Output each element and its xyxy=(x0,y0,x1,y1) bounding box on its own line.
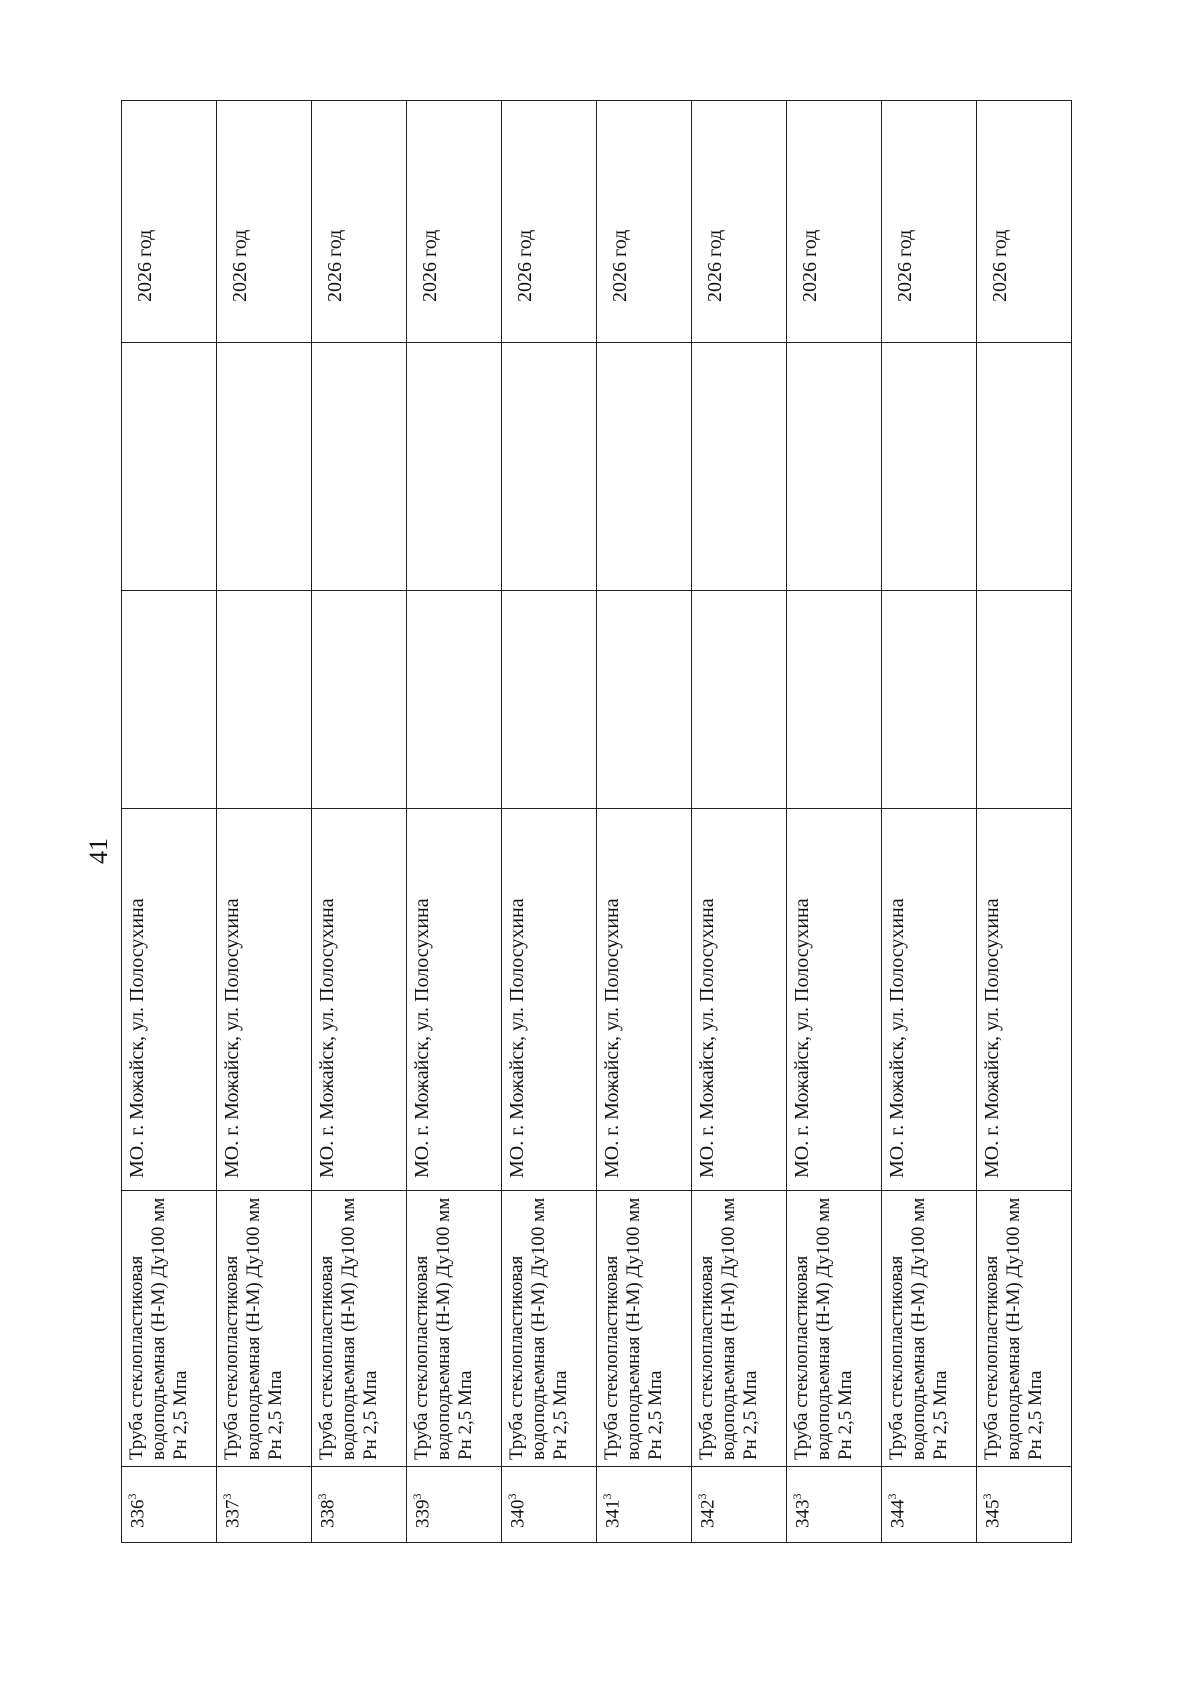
item-year: 2026 год xyxy=(692,101,787,343)
item-year: 2026 год xyxy=(882,101,977,343)
item-name: Труба стеклопластиковая водоподъемная (Н-М) Ду100 мм Рн 2,5 Мпа xyxy=(122,1191,217,1467)
empty-cell xyxy=(122,591,217,809)
empty-cell xyxy=(787,591,882,809)
empty-cell xyxy=(312,343,407,591)
empty-cell xyxy=(407,343,502,591)
table-row xyxy=(977,101,1072,1543)
row-number: $340^3$ xyxy=(502,1467,597,1543)
row-number: $336^3$ xyxy=(122,1467,217,1543)
empty-cell xyxy=(217,591,312,809)
empty-cell xyxy=(217,343,312,591)
row-number: $339^3$ xyxy=(407,1467,502,1543)
row-number: $342^3$ xyxy=(692,1467,787,1543)
item-name: Труба стеклопластиковая водоподъемная (Н-М) Ду100 мм Рн 2,5 Мпа xyxy=(407,1191,502,1467)
empty-cell xyxy=(597,591,692,809)
item-address: МО. г. Можайск, ул. Полосухина xyxy=(787,809,882,1191)
row-number: $345^3$ xyxy=(977,1467,1072,1543)
item-address: МО. г. Можайск, ул. Полосухина xyxy=(882,809,977,1191)
item-address: МО. г. Можайск, ул. Полосухина xyxy=(502,809,597,1191)
item-name: Труба стеклопластиковая водоподъемная (Н-М) Ду100 мм Рн 2,5 Мпа xyxy=(692,1191,787,1467)
item-address: МО. г. Можайск, ул. Полосухина xyxy=(977,809,1072,1191)
item-name: Труба стеклопластиковая водоподъемная (Н-М) Ду100 мм Рн 2,5 Мпа xyxy=(977,1191,1072,1467)
item-year: 2026 год xyxy=(122,101,217,343)
row-number: $344^3$ xyxy=(882,1467,977,1543)
empty-cell xyxy=(692,343,787,591)
row-number: $337^3$ xyxy=(217,1467,312,1543)
empty-cell xyxy=(977,591,1072,809)
item-name: Труба стеклопластиковая водоподъемная (Н-М) Ду100 мм Рн 2,5 Мпа xyxy=(882,1191,977,1467)
item-year: 2026 год xyxy=(977,101,1072,343)
empty-cell xyxy=(502,591,597,809)
empty-cell xyxy=(882,591,977,809)
item-year: 2026 год xyxy=(597,101,692,343)
row-number: $343^3$ xyxy=(787,1467,882,1543)
item-address: МО. г. Можайск, ул. Полосухина xyxy=(692,809,787,1191)
item-name: Труба стеклопластиковая водоподъемная (Н-М) Ду100 мм Рн 2,5 Мпа xyxy=(502,1191,597,1467)
empty-cell xyxy=(977,343,1072,591)
item-address: МО. г. Можайск, ул. Полосухина xyxy=(217,809,312,1191)
item-address: МО. г. Можайск, ул. Полосухина xyxy=(407,809,502,1191)
empty-cell xyxy=(502,343,597,591)
item-year: 2026 год xyxy=(217,101,312,343)
empty-cell xyxy=(312,591,407,809)
page-number: 41 xyxy=(84,838,113,864)
item-name: Труба стеклопластиковая водоподъемная (Н-М) Ду100 мм Рн 2,5 Мпа xyxy=(597,1191,692,1467)
empty-cell xyxy=(407,591,502,809)
table-row xyxy=(692,101,787,1543)
item-address: МО. г. Можайск, ул. Полосухина xyxy=(122,809,217,1191)
empty-cell xyxy=(597,343,692,591)
item-year: 2026 год xyxy=(407,101,502,343)
table-body xyxy=(122,101,1072,1543)
row-number: $338^3$ xyxy=(312,1467,407,1543)
empty-cell xyxy=(882,343,977,591)
table-row xyxy=(502,101,597,1543)
item-year: 2026 год xyxy=(312,101,407,343)
table-row xyxy=(122,101,217,1543)
row-number: $341^3$ xyxy=(597,1467,692,1543)
item-year: 2026 год xyxy=(502,101,597,343)
empty-cell xyxy=(692,591,787,809)
empty-cell xyxy=(122,343,217,591)
item-name: Труба стеклопластиковая водоподъемная (Н-М) Ду100 мм Рн 2,5 Мпа xyxy=(312,1191,407,1467)
table-row xyxy=(597,101,692,1543)
item-address: МО. г. Можайск, ул. Полосухина xyxy=(597,809,692,1191)
table-row xyxy=(882,101,977,1543)
item-name: Труба стеклопластиковая водоподъемная (Н-М) Ду100 мм Рн 2,5 Мпа xyxy=(787,1191,882,1467)
item-name: Труба стеклопластиковая водоподъемная (Н-М) Ду100 мм Рн 2,5 Мпа xyxy=(217,1191,312,1467)
inventory-table xyxy=(121,100,1072,1543)
item-year: 2026 год xyxy=(787,101,882,343)
empty-cell xyxy=(787,343,882,591)
table-row xyxy=(312,101,407,1543)
table-row xyxy=(407,101,502,1543)
item-address: МО. г. Можайск, ул. Полосухина xyxy=(312,809,407,1191)
table-row xyxy=(787,101,882,1543)
table-row xyxy=(217,101,312,1543)
